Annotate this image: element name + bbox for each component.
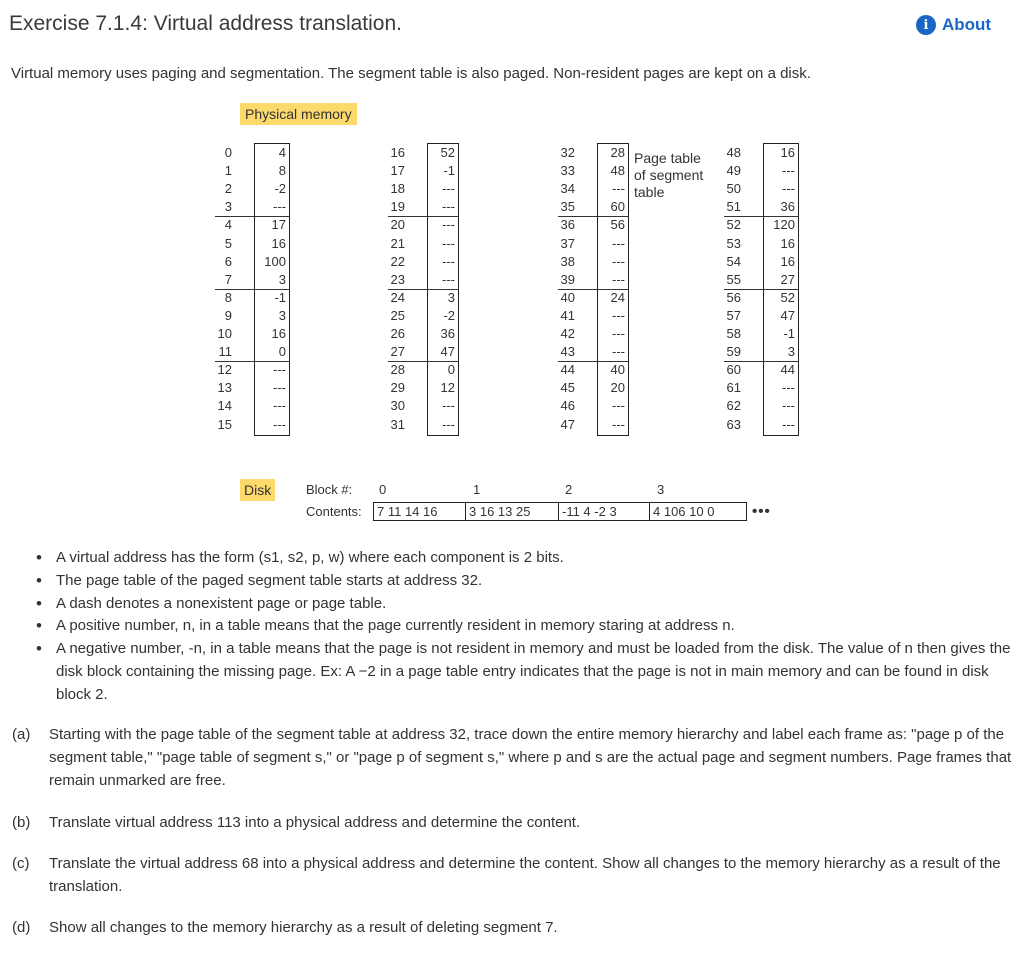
question-label: (b) [12, 814, 31, 831]
memory-value: 3 [278, 271, 286, 287]
memory-address: 43 [560, 344, 575, 360]
memory-address: 59 [726, 344, 741, 360]
memory-value: --- [782, 416, 795, 432]
memory-value: 8 [278, 163, 286, 179]
memory-value: 0 [278, 344, 286, 360]
memory-value: 47 [780, 307, 795, 323]
memory-value: 16 [780, 235, 795, 251]
memory-address: 33 [560, 163, 575, 179]
memory-value: --- [612, 398, 625, 414]
memory-value: 4 [278, 145, 286, 160]
memory-address: 34 [560, 181, 575, 197]
memory-address: 40 [560, 289, 575, 305]
memory-value: 100 [264, 253, 286, 269]
memory-address: 31 [390, 416, 405, 432]
memory-address: 13 [217, 380, 232, 396]
memory-address: 10 [217, 326, 232, 341]
memory-value: 3 [278, 307, 286, 323]
block-number: 1 [473, 482, 481, 497]
question-text: Translate the virtual address 68 into a physical address and determine the content. Show all changes to the memory hierarchy as a result of the translation. [49, 855, 1001, 895]
memory-address: 53 [726, 235, 741, 251]
memory-address: 32 [560, 145, 575, 160]
question-c [12, 853, 1016, 899]
memory-address: 2 [224, 181, 232, 197]
memory-value: 16 [271, 326, 286, 341]
memory-value: --- [612, 271, 625, 287]
question-label: (d) [12, 919, 31, 936]
question-b [12, 812, 1016, 835]
disk-more-ellipsis: ••• [752, 503, 771, 520]
memory-value: 56 [610, 217, 625, 233]
memory-value: 3 [447, 289, 455, 305]
memory-address: 18 [390, 181, 405, 197]
memory-value: 44 [780, 362, 795, 378]
memory-address: 25 [390, 307, 405, 323]
disk-block-contents: 3 16 13 25 [465, 502, 559, 521]
memory-address: 22 [390, 253, 405, 269]
block-number: 2 [565, 482, 573, 497]
memory-address: 15 [217, 416, 232, 432]
question-text: Translate virtual address 113 into a physical address and determine the content. [49, 814, 581, 831]
memory-address: 26 [390, 326, 405, 341]
memory-value: --- [442, 199, 455, 215]
page-title: Exercise 7.1.4: Virtual address translation. [9, 12, 402, 35]
memory-address: 14 [217, 398, 232, 414]
memory-address: 8 [224, 289, 232, 305]
memory-value: --- [442, 217, 455, 233]
memory-value: --- [442, 235, 455, 251]
memory-address: 49 [726, 163, 741, 179]
memory-address: 36 [560, 217, 575, 233]
memory-value: --- [442, 253, 455, 269]
memory-address: 58 [726, 326, 741, 341]
memory-address: 37 [560, 235, 575, 251]
memory-value: --- [442, 181, 455, 197]
memory-address: 46 [560, 398, 575, 414]
memory-value: 12 [440, 380, 455, 396]
memory-address: 21 [390, 235, 405, 251]
memory-address: 30 [390, 398, 405, 414]
memory-value: -1 [443, 163, 455, 179]
memory-value: --- [612, 253, 625, 269]
memory-address: 20 [390, 217, 405, 233]
memory-value: --- [782, 398, 795, 414]
page-table-note-line: Page table [634, 150, 701, 166]
memory-value: 52 [780, 289, 795, 305]
info-icon[interactable]: i [916, 15, 936, 35]
memory-value: --- [273, 398, 286, 414]
memory-value: --- [273, 199, 286, 215]
memory-value: 36 [780, 199, 795, 215]
memory-value: --- [442, 416, 455, 432]
question-d [12, 917, 1016, 940]
rules-list [36, 547, 1016, 707]
memory-address: 47 [560, 416, 575, 432]
disk-block-contents: 7 11 14 16 [373, 502, 466, 521]
memory-value: 20 [610, 380, 625, 396]
block-number-label: Block #: [306, 482, 353, 497]
disk-block-contents: 4 106 10 0 [649, 502, 747, 521]
disk-block-contents: -11 4 -2 3 [558, 502, 650, 521]
list-item: • A virtual address has the form (s1, s2, p, w) where each component is 2 bits. [36, 547, 1016, 570]
question-text: Show all changes to the memory hierarchy as a result of deleting segment 7. [49, 919, 558, 936]
about-label[interactable]: About [942, 15, 992, 34]
memory-address: 56 [726, 289, 741, 305]
memory-address: 1 [224, 163, 232, 179]
memory-address: 51 [726, 199, 741, 215]
memory-address: 42 [560, 326, 575, 341]
memory-address: 17 [390, 163, 405, 179]
memory-address: 24 [390, 289, 405, 305]
memory-value: 28 [610, 145, 625, 160]
question-label: (c) [12, 855, 30, 872]
memory-address: 12 [217, 362, 232, 378]
memory-address: 60 [726, 362, 741, 378]
page-table-note [634, 150, 703, 201]
memory-address: 52 [726, 217, 741, 233]
memory-value: 60 [610, 199, 625, 215]
block-number: 3 [657, 482, 665, 497]
memory-address: 44 [560, 362, 575, 378]
memory-value: 40 [610, 362, 625, 378]
memory-address: 48 [726, 145, 741, 160]
memory-address: 11 [218, 344, 232, 360]
memory-address: 35 [560, 199, 575, 215]
memory-value: --- [273, 362, 286, 378]
memory-value: --- [442, 398, 455, 414]
memory-address: 9 [224, 307, 232, 323]
memory-value: --- [273, 380, 286, 396]
memory-address: 62 [726, 398, 741, 414]
memory-address: 39 [560, 271, 575, 287]
memory-value: --- [612, 235, 625, 251]
memory-value: 36 [440, 326, 455, 341]
memory-value: 17 [271, 217, 286, 233]
memory-address: 57 [726, 307, 741, 323]
memory-value: --- [612, 181, 625, 197]
memory-value: 16 [271, 235, 286, 251]
memory-value: 24 [610, 289, 625, 305]
memory-value: -1 [783, 326, 795, 341]
list-item: • A positive number, n, in a table means that the page currently resident in memory staring at address n. [36, 615, 1016, 638]
memory-value: 48 [610, 163, 625, 179]
memory-value: 120 [773, 217, 795, 233]
memory-value: 27 [780, 271, 795, 287]
question-text: Starting with the page table of the segment table at address 32, trace down the entire memory hierarchy and label each frame as: "page p of the segment table," "page table of segment s," or "page p of segment s," where p and s are the actual page and segment numbers. Page frames that remain unmarked are free. [49, 726, 1012, 789]
memory-address: 7 [224, 271, 232, 287]
page-table-note-line: table [634, 184, 665, 200]
memory-value: 16 [780, 145, 795, 160]
memory-address: 5 [224, 235, 232, 251]
memory-value: --- [442, 271, 455, 287]
memory-address: 45 [560, 380, 575, 396]
memory-address: 4 [224, 217, 232, 233]
memory-value: 0 [447, 362, 455, 378]
memory-value: --- [612, 344, 625, 360]
memory-address: 41 [560, 307, 575, 323]
list-item: • A dash denotes a nonexistent page or page table. [36, 593, 1016, 616]
memory-value: 52 [440, 145, 455, 160]
memory-address: 54 [726, 253, 741, 269]
contents-label: Contents: [306, 504, 362, 519]
memory-value: --- [612, 307, 625, 323]
memory-address: 0 [224, 145, 232, 160]
memory-address: 6 [224, 253, 232, 269]
page-table-note-line: of segment [634, 167, 704, 183]
memory-address: 55 [726, 271, 741, 287]
question-label: (a) [12, 726, 31, 743]
memory-value: -1 [274, 289, 286, 305]
memory-value: --- [782, 181, 795, 197]
memory-value: --- [273, 416, 286, 432]
disk-label: Disk [240, 479, 275, 501]
memory-value: --- [782, 380, 795, 396]
memory-address: 38 [560, 253, 575, 269]
memory-address: 23 [390, 271, 405, 287]
block-number: 0 [379, 482, 387, 497]
memory-address: 28 [390, 362, 405, 378]
physical-memory-label: Physical memory [240, 103, 357, 125]
question-a [12, 724, 1016, 792]
memory-address: 29 [390, 380, 405, 396]
memory-address: 19 [390, 199, 405, 215]
list-item: • The page table of the paged segment table starts at address 32. [36, 570, 1016, 593]
memory-address: 3 [224, 199, 232, 215]
memory-value: 3 [787, 344, 795, 360]
memory-value: 47 [440, 344, 455, 360]
memory-value: -2 [443, 307, 455, 323]
memory-address: 63 [726, 416, 741, 432]
memory-value: --- [782, 163, 795, 179]
memory-value: --- [612, 416, 625, 432]
memory-address: 50 [726, 181, 741, 197]
memory-address: 61 [726, 380, 741, 396]
memory-address: 27 [390, 344, 405, 360]
memory-value: 16 [780, 253, 795, 269]
memory-value: --- [612, 326, 625, 341]
intro-text: Virtual memory uses paging and segmentation. The segment table is also paged. Non-resident pages are kept on a disk. [11, 65, 811, 82]
list-item: • A negative number, -n, in a table means that the page is not resident in memory and must be loaded from the disk. The value of n then gives the disk block containing the missing page. Ex: A −2 in a page table entry indicates that the page is not in main memory and can be found in disk block 2. [36, 638, 1016, 706]
memory-value: -2 [274, 181, 286, 197]
memory-address: 16 [390, 145, 405, 160]
